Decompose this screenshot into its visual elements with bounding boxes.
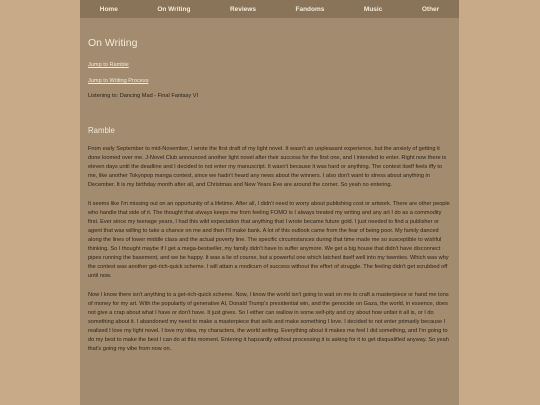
ramble-paragraph-3: Now I know there isn't anything to a get-rich-quick scheme. Now, I know the world isn't going to wait on me to craft a masterpiece or hand me tons of money for my art. With the popularity of generative AI, Donald Trump's presidential win, and the genocide on Gaza, the world, in essence, does not give a crap about what I have or don't have. It just gives. So I either can wallow in some self-pity and cry about how unfair it all is, or I do something about it. I abandoned my need to make a masterpiece that sells and make something I love. I decided to not enter primarily because I realized I love my light novel. I love my idea, my characters, the world setting. Everything about it makes me feel I did something, and I'm going to do my best to make the best I can do at this moment. Entering it hapzardly without processing it is asking for it to get disqualified anyway. So yeah that's going my vibe from now on. (88, 292, 449, 352)
jump-to-writing-process-link[interactable]: Jump to Writing Process (88, 78, 149, 84)
top-nav (80, 0, 459, 18)
nav-on-writing-link[interactable]: On Writing (157, 5, 191, 13)
nav-home-link[interactable]: Home (99, 5, 118, 13)
nav-fandoms-link[interactable]: Fandoms (295, 5, 325, 13)
nav-music-link[interactable]: Music (363, 5, 383, 13)
page-title: On Writing (88, 37, 138, 49)
ramble-heading: Ramble (88, 126, 115, 135)
nav-other-link[interactable]: Other (421, 5, 440, 13)
ramble-paragraph-1: From early September to mid-November, I wrote the first draft of my light novel. It wasn't an unpleasant experience, but the anxiety of getting it done loomed over me. J-Novel Club announced another light novel after their success for the first one, and I intended to enter. Right now there is eleven days until the deadline and I decided to not enter my manuscript. It wasn't because it was hard or anything. The contest itself feels iffy to me, like another Tokyopop manga contest, since we hadn't heard any news about the winners. I also don't want to stress about anything in December. It is my birthday month after all, and Christmas and New Years Eve are around the corner. So yeah no entering. (88, 146, 447, 188)
listening-to-text: Listening to: Dancing Mad - Final Fantasy VI (88, 93, 199, 99)
jump-to-ramble-link[interactable]: Jump to Ramble (88, 62, 129, 68)
content-panel (80, 18, 459, 405)
ramble-paragraph-2: It seems like I'm missing out on an opportunity of a lifetime. After all, I didn't need to worry about publishing cost or artwork. There are other people who handle that side of it. The thought that always keeps me from feeling FOMO is I always treated my writing and any art I do as a commodity first. Ever since my teenage years, I had this wild expectation that anything that I wrote became future gold. I just needed to find a publisher or agent that was willing to take a chance on me and then I'll make bank. A lot of this outlook came from the fear of being poor. My family danced along the lines of lower middle class and the actual poverty line. The specific circumstances during that time made me so susceptible to wishful thinking. So I thought maybe if I get a mega-bestseller, my family didn't have to suffer anymore. We get a big house that didn't have disconnect pipes running the basement, and we be happy. It was a lie of course, but a powerful one which latched itself well into my twenties. Which was why the contest was another get-rich-quick scheme. I will attain a modicum of success without the effort of struggle. The feeling didn't get scrubbed off until now. (88, 201, 450, 279)
nav-reviews-link[interactable]: Reviews (229, 5, 256, 13)
